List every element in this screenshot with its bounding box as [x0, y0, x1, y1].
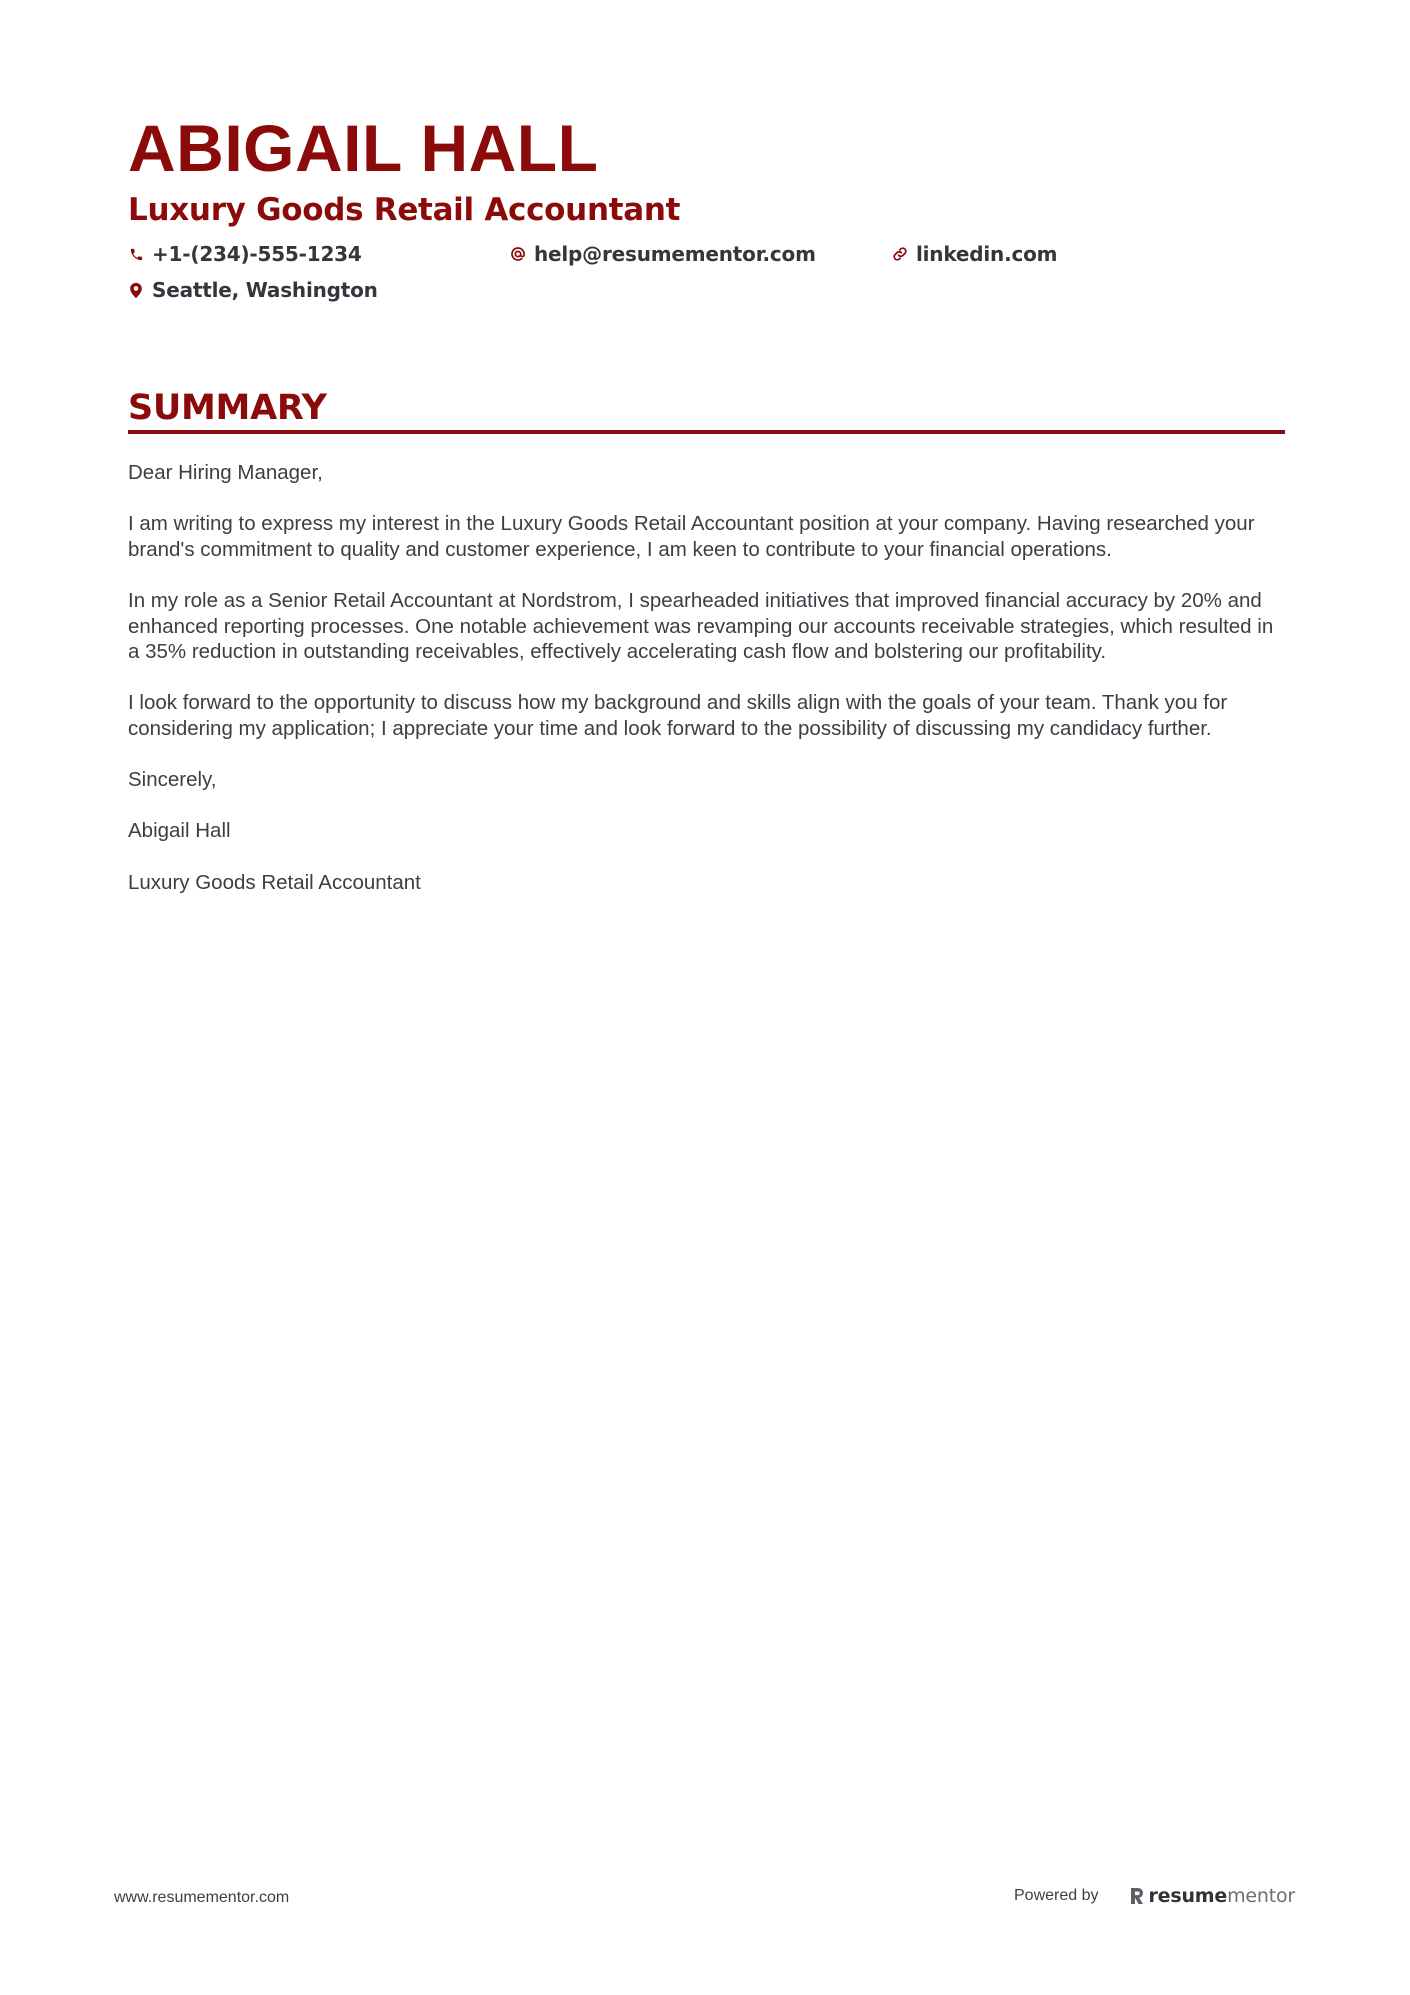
footer-url[interactable]: www.resumementor.com: [114, 1889, 290, 1906]
contact-email[interactable]: [510, 241, 816, 267]
letter-paragraph: In my role as a Senior Retail Accountant at Nordstrom, I spearheaded initiatives that improved financial accuracy by 20% and enhanced reporting processes. One notable achievement was revamping our accounts receivable strategies, which resulted in a 35% reduction in outstanding receivables, effectively accelerating cash flow and bolstering our profitability.: [128, 588, 1274, 664]
at-sign-icon: [510, 245, 526, 263]
powered-by-label: Powered by: [1014, 1887, 1099, 1904]
contact-link[interactable]: [892, 241, 1057, 267]
brand-logo[interactable]: [1129, 1885, 1296, 1907]
phone-text: +1-(234)-555-1234: [152, 242, 362, 266]
map-pin-icon: [128, 281, 144, 299]
resumementor-logo-icon: [1129, 1886, 1145, 1906]
sign-off: Sincerely,: [128, 768, 217, 792]
greeting: Dear Hiring Manager,: [128, 461, 323, 484]
phone-icon: [128, 245, 144, 263]
contact-location: [128, 277, 378, 303]
brand-name-light: mentor: [1227, 1885, 1296, 1907]
link-text: linkedin.com: [916, 242, 1058, 266]
brand-name-bold: resume: [1148, 1885, 1228, 1907]
candidate-name: ABIGAIL HALL: [128, 111, 599, 185]
signature-name: Abigail Hall: [128, 819, 231, 843]
summary-heading: SUMMARY: [128, 388, 327, 428]
powered-by[interactable]: [1014, 1885, 1295, 1907]
letter-paragraph: I look forward to the opportunity to discuss how my background and skills align with the goals of your team. Thank you for considering my application; I appreciate your time and look forward to the possibility of discussing my candidacy further.: [128, 691, 1228, 740]
job-title: Luxury Goods Retail Accountant: [128, 192, 681, 228]
email-text: help@resumementor.com: [534, 242, 816, 266]
letter-body: [128, 460, 1288, 921]
letter-paragraph: I am writing to express my interest in the Luxury Goods Retail Accountant position at your company. Having researched your brand's commitment to quality and customer experience, I am keen to contribute to your financial operations.: [128, 512, 1255, 561]
location-text: Seattle, Washington: [152, 278, 378, 302]
signature-title: Luxury Goods Retail Accountant: [128, 870, 421, 894]
section-divider: [128, 430, 1285, 434]
contact-phone[interactable]: [128, 241, 362, 267]
link-icon: [892, 245, 908, 263]
